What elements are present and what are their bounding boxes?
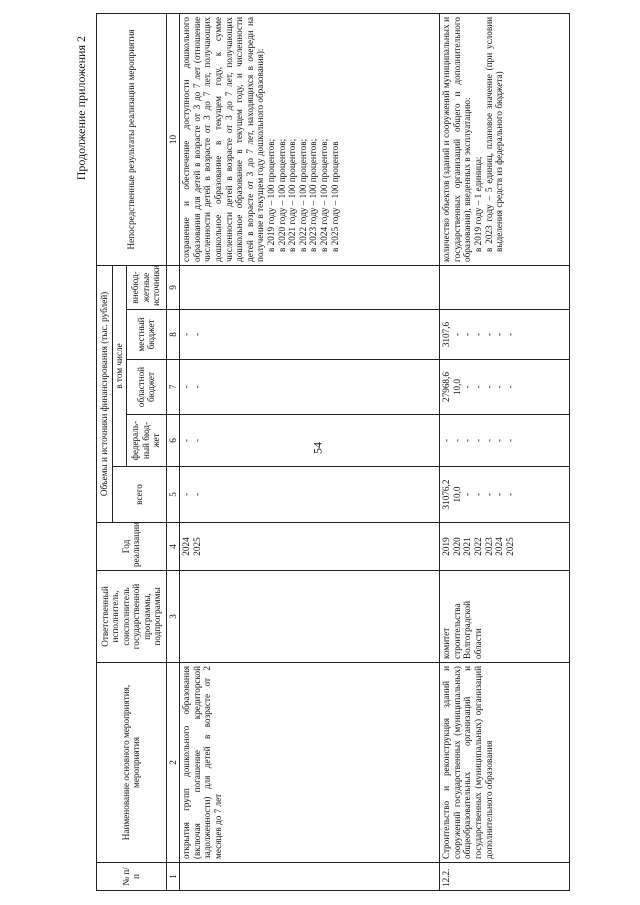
row1-result-item: в 2025 году – 100 процентов bbox=[329, 141, 340, 252]
colnum-8: 8 bbox=[166, 310, 180, 360]
row1-years: 2024 2025 bbox=[180, 523, 440, 571]
colnum-2: 2 bbox=[166, 663, 180, 863]
header-regional: областной бюджет bbox=[126, 360, 166, 415]
header-extrabudget: внебюд-жетные источники bbox=[126, 265, 166, 309]
row1-name: открытия групп дошкольного образования (включая погашение кредиторской задолженности) для детей в возрасте от 2 месяцев до 7 лет bbox=[180, 663, 440, 863]
header-responsible: Ответственный исполнитель, соисполнитель государственной программы, подпрограммы bbox=[97, 571, 167, 663]
row2-years: 2019 2020 2021 2022 2023 2024 2025 bbox=[440, 523, 570, 571]
row2-regional: 27968,6 10,0 - - - - - bbox=[440, 360, 570, 415]
row2-federal: - - - - - - - bbox=[440, 415, 570, 467]
row2-total: 31076,2 10,0 - - - - - bbox=[440, 467, 570, 523]
colnum-4: 4 bbox=[166, 523, 180, 571]
header-results: Непосредственные результаты реализации мероприятия bbox=[97, 13, 167, 265]
row1-result-text: сохранение и обеспечение доступности дошкольного образования для детей в возрасте от 3 до 7 лет (отношение численности детей в возрасте от 3 до 7 лет, получающих дошкольное образование в текущем году, к сумме численности детей в возрасте от 3 до 7 лет, получающих дошкольное образование в текущем году, и численности детей в возрасте от 3 до 7 лет, находящихся в очереди на получение в текущем году дошкольного образования): bbox=[181, 16, 266, 262]
row2-result-item: в 2023 году – 5 единиц, плановое значение (при условии выделения средств из федерального бюджета) bbox=[483, 16, 505, 252]
row1-extrabudget bbox=[180, 265, 440, 309]
row1-result-item: в 2023 году – 100 процентов; bbox=[308, 138, 319, 252]
table-row bbox=[440, 13, 570, 890]
header-year: Год реализации bbox=[97, 523, 167, 571]
row1-result-item: в 2024 году – 100 процентов; bbox=[318, 138, 329, 252]
row1-num bbox=[180, 863, 440, 891]
colnum-10: 10 bbox=[166, 13, 180, 265]
header-local: местный бюджет bbox=[126, 310, 166, 360]
header-num: № п/п bbox=[97, 863, 167, 891]
appendix-title: Продолжение приложения 2 bbox=[74, 36, 88, 181]
row1-responsible bbox=[180, 571, 440, 663]
row2-extrabudget bbox=[440, 265, 570, 309]
financing-table bbox=[96, 13, 570, 891]
row2-results bbox=[440, 13, 570, 265]
page-number: 54 bbox=[310, 442, 325, 454]
row1-local: - - bbox=[180, 310, 440, 360]
colnum-1: 1 bbox=[166, 863, 180, 891]
colnum-7: 7 bbox=[166, 360, 180, 415]
colnum-6: 6 bbox=[166, 415, 180, 467]
row1-regional: - - bbox=[180, 360, 440, 415]
header-federal: федераль-ный бюд-жет bbox=[126, 415, 166, 467]
row1-federal: - - bbox=[180, 415, 440, 467]
row2-result-text: количество объектов (зданий и сооружений муниципальных и государственных организаций общего и дополнительного образования), введенных в эксплуатацию: bbox=[441, 16, 473, 262]
row2-num: 12.2. bbox=[440, 863, 570, 891]
row2-local: 3107,6 - - - - - - bbox=[440, 310, 570, 360]
row1-result-item: в 2019 году – 100 процентов; bbox=[265, 138, 276, 252]
header-total: всего bbox=[113, 467, 167, 523]
colnum-9: 9 bbox=[166, 265, 180, 309]
row2-name: Строительство и реконструкция зданий и сооружений государственных (муниципальных) общеобразовательных организаций и государственных (муниципальных) организаций дополнительного образования bbox=[440, 663, 570, 863]
row2-result-item: в 2019 году – 1 единица; bbox=[472, 156, 483, 252]
row1-result-item: в 2020 году – 100 процентов; bbox=[276, 138, 287, 252]
header-financing: Объемы и источники финансирования (тыс. рублей) bbox=[97, 265, 113, 522]
rotated-sheet bbox=[74, 14, 620, 891]
header-name: Наименование основного мероприятия, мероприятия bbox=[97, 663, 167, 863]
colnum-3: 3 bbox=[166, 571, 180, 663]
row1-results bbox=[180, 13, 440, 265]
row1-result-item: в 2022 году – 100 процентов; bbox=[297, 138, 308, 252]
row1-result-item: в 2021 году – 100 процентов; bbox=[287, 138, 298, 252]
row1-total: - - bbox=[180, 467, 440, 523]
header-including: в том числе bbox=[113, 265, 127, 466]
table-row bbox=[180, 13, 440, 890]
colnum-5: 5 bbox=[166, 467, 180, 523]
row2-responsible: комитет строительства Волгоградской области bbox=[440, 571, 570, 663]
